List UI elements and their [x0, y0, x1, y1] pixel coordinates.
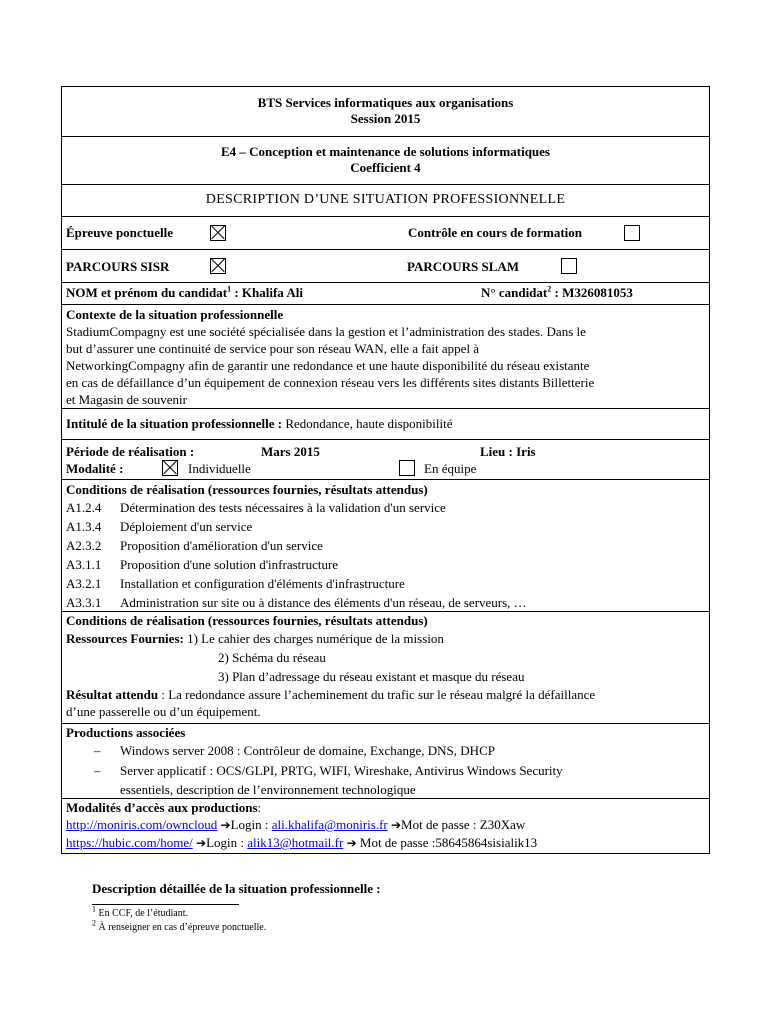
login-label: Login : — [206, 835, 248, 850]
context-title: Contexte de la situation professionnelle — [66, 307, 284, 322]
footnote-text: À renseigner en cas d’épreuve ponctuelle. — [96, 922, 267, 933]
login-label: Login : — [230, 817, 272, 832]
individuelle-label: Individuelle — [188, 461, 251, 476]
ressources-line — [66, 629, 705, 648]
exam-row — [62, 136, 709, 184]
intitule-value: Redondance, haute disponibilité — [282, 416, 453, 431]
candidate-name-value: : Khalifa Ali — [231, 285, 303, 300]
production-text: Windows server 2008 : Contrôleur de domaine, Exchange, DNS, DHCP — [120, 743, 495, 758]
header-row — [62, 87, 709, 136]
intitule-label: Intitulé de la situation professionnelle : — [66, 416, 283, 431]
production-item — [66, 761, 705, 799]
ccf-label: Contrôle en cours de formation — [408, 225, 583, 240]
competence-code: A1.2.4 — [66, 500, 102, 515]
competence-item — [66, 517, 705, 536]
acces-colon: : — [257, 800, 262, 815]
candidate-row — [62, 282, 709, 304]
session-title: Session 2015 — [350, 111, 421, 126]
competence-text: Détermination des tests nécessaires à la validation d'un service — [120, 500, 446, 515]
footnote-num: 1 — [92, 904, 96, 914]
candidate-name-label: NOM et prénom du candidat — [66, 285, 228, 300]
footnote-separator — [92, 904, 239, 905]
candidate-number — [481, 285, 633, 301]
bts-title: BTS Services informatiques aux organisations — [257, 95, 514, 110]
arrow-right-icon: ➔ — [390, 818, 402, 832]
context-line: but d’assurer une continuité de service pour son réseau WAN, elle a fait appel à — [66, 341, 480, 356]
bullet-dash: – — [94, 743, 101, 758]
acces-line — [66, 834, 705, 852]
arrow-right-icon: ➔ — [346, 836, 357, 850]
epreuve-row — [62, 216, 709, 249]
password-text: Mot de passe : Z30Xaw — [401, 817, 526, 832]
resultat-line — [66, 686, 705, 704]
ressource-item: 1) Le cahier des charges numérique de la mission — [183, 631, 444, 646]
conditions2-row — [62, 611, 709, 723]
ressource-item: 2) Schéma du réseau — [218, 650, 326, 665]
conditions1-title: Conditions de réalisation (ressources fournies, résultats attendus) — [66, 482, 428, 497]
exam-title: E4 – Conception et maintenance de solutions informatiques — [221, 144, 550, 159]
periode-label: Période de réalisation : — [66, 444, 195, 459]
competence-text: Installation et configuration d'éléments d'infrastructure — [120, 576, 405, 591]
parcours-sisr-label: PARCOURS SISR — [66, 259, 170, 274]
parcours-slam-label: PARCOURS SLAM — [407, 259, 520, 274]
arrow-right-icon: ➔ — [196, 836, 207, 850]
individuelle-checkbox[interactable] — [162, 460, 178, 476]
productions-row — [62, 723, 709, 798]
production-text-cont: essentiels, description de l’environnement technologique — [120, 782, 416, 797]
parcours-slam-checkbox[interactable] — [561, 258, 577, 274]
footnote-num: 2 — [92, 918, 96, 928]
productions-title: Productions associées — [66, 725, 186, 740]
acces-row — [62, 798, 709, 853]
candidate-number-label: N° candidat — [481, 285, 548, 300]
competence-code: A3.3.1 — [66, 595, 102, 610]
epreuve-ponctuelle-label: Épreuve ponctuelle — [66, 225, 174, 240]
epreuve-ponctuelle-checkbox[interactable] — [210, 225, 226, 241]
form-table — [61, 86, 710, 854]
arrow-right-icon: ➔ — [220, 818, 231, 832]
footnote-text: En CCF, de l’étudiant. — [96, 908, 188, 919]
competence-code: A1.3.4 — [66, 519, 102, 534]
periode-row — [62, 439, 709, 479]
production-item — [66, 741, 705, 761]
detail-title: Description détaillée de la situation professionnelle : — [92, 881, 381, 896]
footnote-2 — [92, 918, 267, 933]
parcours-row — [62, 249, 709, 282]
competence-text: Déploiement d'un service — [120, 519, 253, 534]
resultat-label: Résultat attendu — [66, 687, 159, 702]
ccf-checkbox[interactable] — [624, 225, 640, 241]
resultat-text-cont: d’une passerelle ou d’un équipement. — [66, 704, 261, 719]
acces-title: Modalités d’accès aux productions — [66, 800, 258, 815]
conditions1-row — [62, 479, 709, 611]
owncloud-login-link[interactable]: ali.khalifa@moniris.fr — [271, 817, 388, 832]
production-text: Server applicatif : OCS/GLPI, PRTG, WIFI, Wireshake, Antivirus Windows Security — [120, 763, 563, 778]
modalite-label: Modalité : — [66, 461, 124, 476]
competence-text: Proposition d'amélioration d'un service — [120, 538, 323, 553]
competence-item — [66, 498, 705, 517]
parcours-sisr-checkbox[interactable] — [210, 258, 226, 274]
equipe-checkbox[interactable] — [399, 460, 415, 476]
password-text: Mot de passe :58645864sisialik13 — [356, 835, 538, 850]
description-title: DESCRIPTION D’UNE SITUATION PROFESSIONNELLE — [205, 192, 566, 207]
hubic-link[interactable]: https://hubic.com/home/ — [66, 835, 193, 850]
competence-text: Proposition d'une solution d'infrastructure — [120, 557, 339, 572]
competence-item — [66, 574, 705, 593]
ressources-label: Ressources Fournies: — [66, 631, 184, 646]
resultat-text: : La redondance assure l’acheminement du trafic sur le réseau malgré la défaillance — [158, 687, 596, 702]
acces-line — [66, 816, 705, 834]
context-line: et Magasin de souvenir — [66, 392, 187, 407]
bullet-dash: – — [94, 763, 101, 778]
footnote-ref-2: 2 — [547, 284, 552, 294]
competence-code: A2.3.2 — [66, 538, 102, 553]
intitule-row — [62, 408, 709, 439]
acces-title-line — [66, 799, 705, 816]
description-row — [62, 184, 709, 216]
lieu-label: Lieu : Iris — [480, 444, 536, 459]
competence-item — [66, 555, 705, 574]
footnote-ref-1: 1 — [227, 284, 232, 294]
coefficient: Coefficient 4 — [350, 160, 421, 175]
competence-item — [66, 536, 705, 555]
context-row — [62, 304, 709, 408]
competence-code: A3.2.1 — [66, 576, 102, 591]
context-line: StadiumCompagny est une société spécialisée dans la gestion et l’administration des stades. Dans le — [66, 324, 586, 339]
competence-text: Administration sur site ou à distance des éléments d'un réseau, de serveurs, … — [120, 595, 527, 610]
candidate-name — [66, 285, 303, 301]
competence-code: A3.1.1 — [66, 557, 102, 572]
footnote-1 — [92, 904, 188, 919]
competence-item — [66, 593, 705, 612]
equipe-label: En équipe — [424, 461, 477, 476]
periode-value: Mars 2015 — [261, 444, 320, 459]
context-line: NetworkingCompagny afin de garantir une redondance et une haute disponibilité du réseau existante — [66, 358, 590, 373]
context-line: en cas de défaillance d’un équipement de connexion réseau vers les différents sites distants Billetterie — [66, 375, 595, 390]
candidate-number-value: : M326081053 — [551, 285, 633, 300]
owncloud-link[interactable]: http://moniris.com/owncloud — [66, 817, 218, 832]
conditions2-title: Conditions de réalisation (ressources fournies, résultats attendus) — [66, 613, 428, 628]
hubic-login-link[interactable]: alik13@hotmail.fr — [247, 835, 344, 850]
ressource-item: 3) Plan d’adressage du réseau existant et masque du réseau — [218, 669, 525, 684]
